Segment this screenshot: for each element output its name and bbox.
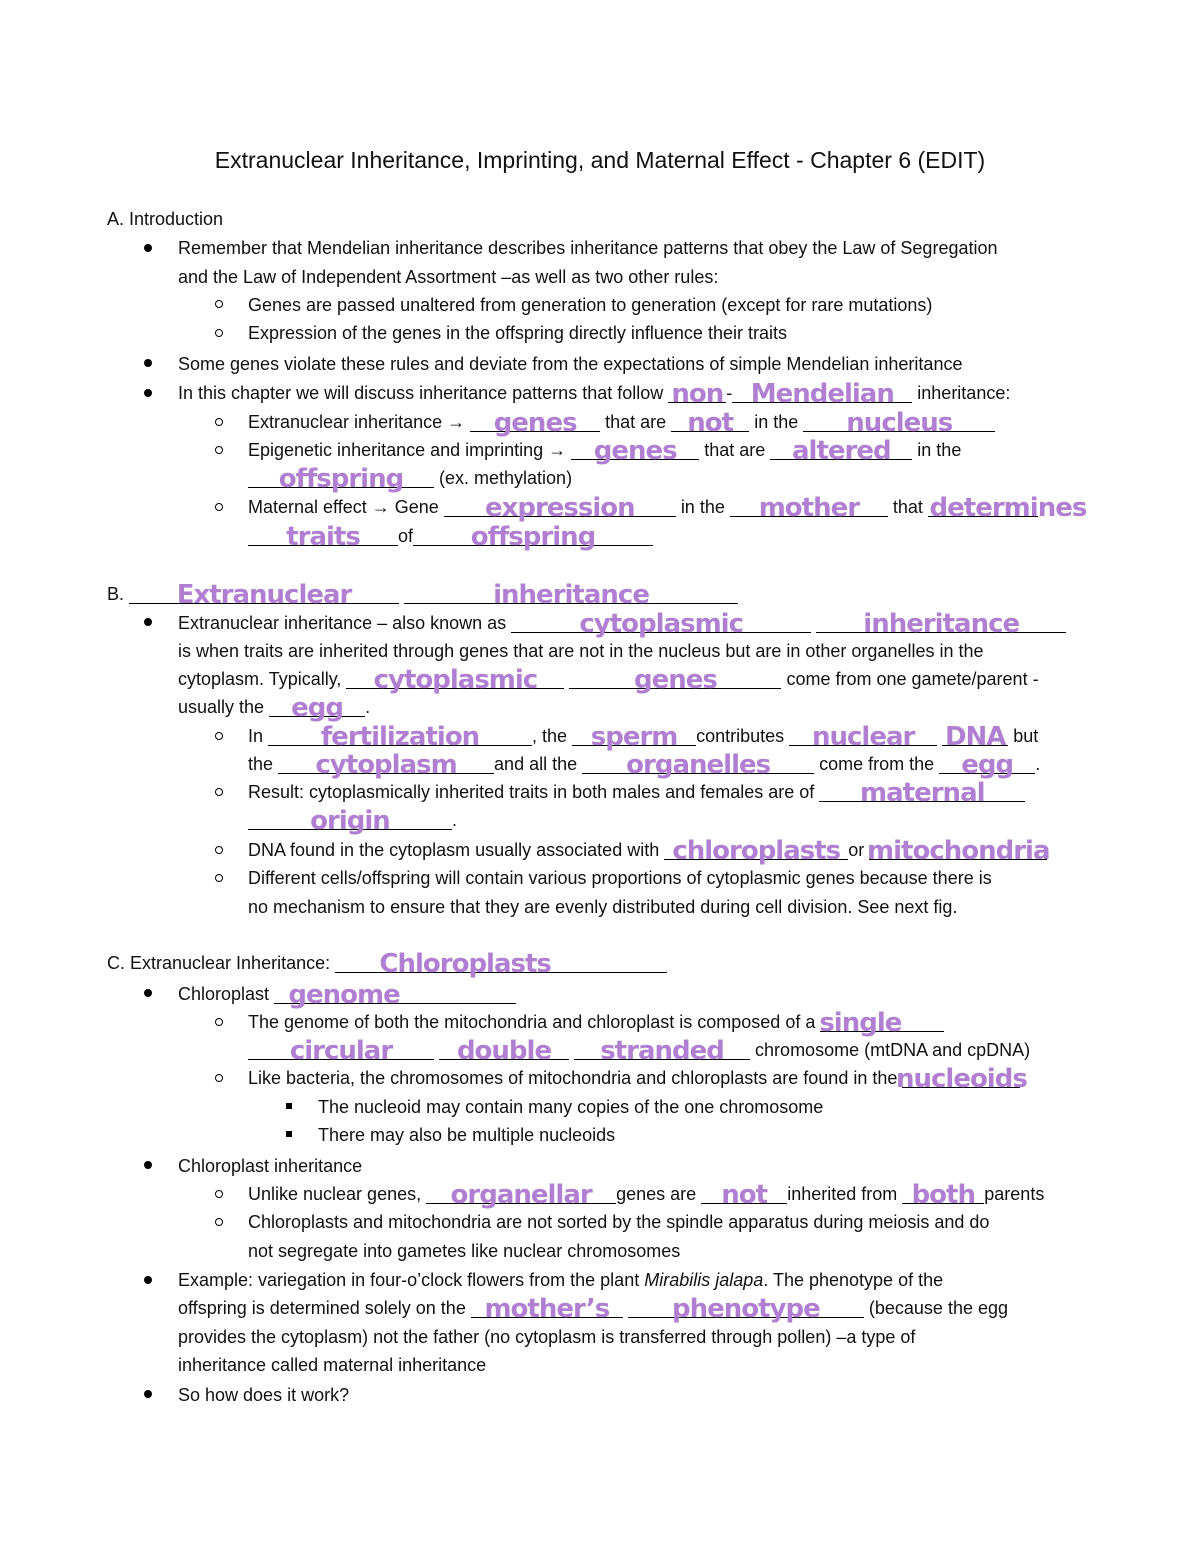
text-line: Chloroplasts and mitochondria are not sorted by the spindle apparatus during meiosis and do bbox=[248, 1212, 990, 1232]
answer-blank bbox=[426, 1180, 616, 1210]
bullet-icon bbox=[144, 1390, 152, 1398]
text-line: Genes are passed unaltered from generation to generation (except for rare mutations) bbox=[248, 295, 933, 315]
handwritten-answer: inheritance bbox=[493, 580, 649, 610]
handwritten-answer: offspring bbox=[278, 464, 404, 494]
text-line: Remember that Mendelian inheritance describes inheritance patterns that obey the Law of Segregation bbox=[178, 238, 998, 258]
answer-blank bbox=[248, 1036, 434, 1066]
text-line: The nucleoid may contain many copies of the one chromosome bbox=[318, 1097, 824, 1117]
handwritten-answer: sperm bbox=[590, 722, 678, 752]
text-fragment: genes are bbox=[616, 1184, 697, 1204]
handwritten-answer: cytoplasmic bbox=[579, 609, 744, 639]
text-fragment: the bbox=[248, 754, 274, 774]
handwritten-answer: circular bbox=[289, 1036, 393, 1066]
answer-blank bbox=[867, 836, 1050, 866]
fill-in-line bbox=[248, 464, 573, 494]
square-bullet-icon bbox=[286, 1103, 292, 1109]
answer-blank bbox=[671, 408, 749, 438]
text-line: inheritance called maternal inheritance bbox=[178, 1355, 487, 1375]
text-fragment: parents bbox=[984, 1184, 1045, 1204]
answer-blank bbox=[664, 836, 848, 866]
text-fragment: Extranuclear inheritance – also known as bbox=[178, 613, 507, 633]
text-fragment: Chloroplast bbox=[178, 984, 270, 1004]
text-fragment: . bbox=[365, 697, 371, 717]
text-fragment: In bbox=[248, 726, 264, 746]
text-line: no mechanism to ensure that they are evenly distributed during cell division. See next fig. bbox=[248, 897, 958, 917]
handwritten-answer: phenotype bbox=[672, 1294, 820, 1324]
answer-blank bbox=[248, 522, 398, 552]
fill-in-line bbox=[178, 379, 1011, 409]
answer-blank bbox=[732, 379, 912, 409]
text-fragment: Extranuclear inheritance → bbox=[248, 412, 466, 432]
text-fragment: Maternal effect → Gene bbox=[248, 497, 439, 517]
fill-in-line bbox=[248, 750, 1041, 780]
text-line: and the Law of Independent Assortment –as well as two other rules: bbox=[178, 267, 719, 287]
species-name: Mirabilis jalapa bbox=[644, 1270, 764, 1290]
answer-blank bbox=[574, 1036, 750, 1066]
text-fragment: DNA found in the cytoplasm usually associated with bbox=[248, 840, 660, 860]
sub-bullet-icon bbox=[215, 1218, 223, 1226]
text-fragment: . The phenotype of the bbox=[763, 1270, 944, 1290]
handwritten-answer: Mendelian bbox=[750, 379, 894, 409]
answer-blank bbox=[730, 493, 888, 523]
answer-blank bbox=[129, 580, 399, 610]
fill-in-line bbox=[178, 1294, 1008, 1324]
text-fragment: in the bbox=[680, 497, 725, 517]
text-fragment: Epigenetic inheritance and imprinting → bbox=[248, 440, 567, 460]
sub-bullet-icon bbox=[215, 732, 223, 740]
text-fragment: that are bbox=[704, 440, 766, 460]
fill-in-line bbox=[248, 522, 653, 552]
sub-bullet-icon bbox=[215, 1074, 223, 1082]
text-line: is when traits are inherited through genes that are not in the nucleus but are in other organelles in the bbox=[178, 641, 984, 661]
text-fragment: (because the egg bbox=[868, 1298, 1008, 1318]
text-fragment: , the bbox=[532, 726, 568, 746]
answer-blank bbox=[269, 693, 365, 723]
answer-blank bbox=[819, 778, 1025, 808]
answer-blank bbox=[248, 464, 434, 494]
section-b-heading bbox=[107, 580, 738, 610]
text-fragment: . bbox=[1035, 754, 1041, 774]
text-line: Different cells/offspring will contain various proportions of cytoplasmic genes because there is bbox=[248, 868, 992, 888]
sub-bullet-icon bbox=[215, 503, 223, 511]
handwritten-answer: organellar bbox=[450, 1180, 592, 1210]
answer-blank bbox=[668, 379, 726, 409]
answer-blank bbox=[572, 722, 696, 752]
handwritten-answer: maternal bbox=[860, 778, 985, 808]
text-fragment: in the bbox=[917, 440, 962, 460]
bullet-icon bbox=[144, 389, 152, 397]
bullet-icon bbox=[144, 989, 152, 997]
answer-blank bbox=[268, 722, 532, 752]
answer-blank bbox=[770, 436, 912, 466]
text-fragment: In this chapter we will discuss inheritance patterns that follow bbox=[178, 383, 664, 403]
answer-blank bbox=[895, 1064, 1027, 1094]
page-title: Extranuclear Inheritance, Imprinting, and Maternal Effect - Chapter 6 (EDIT) bbox=[214, 147, 986, 173]
fill-in-line bbox=[248, 836, 1050, 866]
handwritten-answer: cytoplasmic bbox=[373, 665, 538, 695]
text-fragment: C. Extranuclear Inheritance: bbox=[107, 953, 331, 973]
fill-in-line bbox=[178, 693, 371, 723]
answer-blank bbox=[470, 408, 600, 438]
handwritten-answer: Chloroplasts bbox=[379, 949, 551, 979]
sub-bullet-icon bbox=[215, 300, 223, 308]
answer-blank bbox=[471, 1294, 623, 1324]
fill-in-line bbox=[248, 436, 962, 466]
handwritten-answer: non bbox=[671, 379, 724, 409]
handwritten-answer: not bbox=[687, 408, 734, 438]
handwritten-answer: mother bbox=[758, 493, 860, 523]
text-fragment: come from the bbox=[819, 754, 935, 774]
handwritten-answer: expression bbox=[484, 493, 635, 523]
text-line: There may also be multiple nucleoids bbox=[318, 1125, 616, 1145]
answer-blank bbox=[789, 722, 937, 752]
text-fragment: Result: cytoplasmically inherited traits in both males and females are of bbox=[248, 782, 815, 802]
text-fragment: come from one gamete/parent - bbox=[786, 669, 1039, 689]
text-fragment: offspring is determined solely on the bbox=[178, 1298, 466, 1318]
handwritten-answer: altered bbox=[791, 436, 891, 466]
handwritten-answer: mother’s bbox=[484, 1294, 610, 1324]
answer-blank bbox=[439, 1036, 569, 1066]
handwritten-answer: nuclear bbox=[811, 722, 915, 752]
fill-in-line bbox=[248, 1180, 1045, 1210]
bullet-icon bbox=[144, 1161, 152, 1169]
answer-blank bbox=[413, 522, 653, 552]
handwritten-answer: not bbox=[721, 1180, 768, 1210]
text-fragment: B. bbox=[107, 584, 125, 604]
fill-in-line bbox=[248, 806, 458, 836]
handwritten-answer: cytoplasm bbox=[315, 750, 457, 780]
answer-blank bbox=[928, 493, 1087, 523]
answer-blank bbox=[444, 493, 676, 523]
handwritten-answer: determines bbox=[929, 493, 1087, 523]
text-line: Expression of the genes in the offspring directly influence their traits bbox=[248, 323, 787, 343]
answer-blank bbox=[701, 1180, 787, 1210]
handwritten-answer: fertilization bbox=[320, 722, 480, 752]
text-fragment: usually the bbox=[178, 697, 265, 717]
handwritten-answer: nucleus bbox=[846, 408, 953, 438]
handwritten-answer: mitochondria bbox=[867, 836, 1050, 866]
text-fragment: that are bbox=[605, 412, 667, 432]
answer-blank bbox=[569, 665, 781, 695]
text-fragment: The genome of both the mitochondria and chloroplast is composed of a bbox=[248, 1012, 816, 1032]
handwritten-answer: nucleoids bbox=[895, 1064, 1027, 1094]
handwritten-answer: genes bbox=[493, 408, 577, 438]
answer-blank bbox=[939, 750, 1035, 780]
answer-blank bbox=[404, 580, 738, 610]
handwritten-answer: genes bbox=[633, 665, 717, 695]
answer-blank bbox=[942, 722, 1008, 752]
handwritten-answer: egg bbox=[961, 750, 1014, 780]
text-fragment: inheritance: bbox=[917, 383, 1011, 403]
section-a-heading: A. Introduction bbox=[107, 209, 224, 229]
handwritten-answer: genes bbox=[593, 436, 677, 466]
text-fragment: inherited from bbox=[787, 1184, 898, 1204]
fill-in-line bbox=[248, 1008, 944, 1038]
answer-blank bbox=[803, 408, 995, 438]
text-fragment: in the bbox=[754, 412, 799, 432]
sub-bullet-icon bbox=[215, 418, 223, 426]
fill-in-line bbox=[248, 1036, 1031, 1066]
handwritten-answer: inheritance bbox=[863, 609, 1020, 639]
answer-blank bbox=[346, 665, 564, 695]
handwritten-answer: single bbox=[819, 1008, 902, 1038]
fill-in-line bbox=[248, 778, 1025, 808]
text-fragment: or bbox=[848, 840, 865, 860]
text-fragment: Like bacteria, the chromosomes of mitochondria and chloroplasts are found in the bbox=[248, 1068, 898, 1088]
fill-in-line bbox=[248, 722, 1039, 752]
handwritten-answer: Extranuclear bbox=[176, 580, 352, 610]
fill-in-line bbox=[178, 980, 516, 1010]
handwritten-answer: traits bbox=[286, 522, 360, 552]
section-c-heading bbox=[107, 949, 667, 979]
sub-bullet-icon bbox=[215, 446, 223, 454]
sub-bullet-icon bbox=[215, 1018, 223, 1026]
bullet-icon bbox=[144, 618, 152, 626]
answer-blank bbox=[582, 750, 814, 780]
handwritten-answer: both bbox=[911, 1180, 975, 1210]
sub-bullet-icon bbox=[215, 1190, 223, 1198]
text-fragment: cytoplasm. Typically, bbox=[178, 669, 342, 689]
handwritten-answer: offspring bbox=[470, 522, 596, 552]
answer-blank bbox=[816, 609, 1066, 639]
sub-bullet-icon bbox=[215, 874, 223, 882]
answer-blank bbox=[278, 750, 494, 780]
answer-blank bbox=[628, 1294, 864, 1324]
answer-blank bbox=[511, 609, 811, 639]
text-fragment: and all the bbox=[494, 754, 578, 774]
answer-blank bbox=[571, 436, 699, 466]
answer-blank bbox=[248, 806, 452, 836]
handwritten-answer: egg bbox=[291, 693, 344, 723]
text-fragment: Example: variegation in four-o’clock flowers from the plant bbox=[178, 1270, 640, 1290]
text-line: not segregate into gametes like nuclear chromosomes bbox=[248, 1241, 681, 1261]
text-fragment: but bbox=[1013, 726, 1039, 746]
text-fragment: chromosome (mtDNA and cpDNA) bbox=[755, 1040, 1031, 1060]
handwritten-answer: stranded bbox=[600, 1036, 724, 1066]
bullet-icon bbox=[144, 1276, 152, 1284]
text-line: provides the cytoplasm) not the father (no cytoplasm is transferred through pollen) –a type of bbox=[178, 1327, 916, 1347]
fill-in-line bbox=[248, 408, 995, 438]
fill-in-line bbox=[178, 609, 1066, 639]
text-fragment: (ex. methylation) bbox=[439, 468, 573, 488]
answer-blank bbox=[335, 949, 667, 979]
text-line: Some genes violate these rules and deviate from the expectations of simple Mendelian inheritance bbox=[178, 354, 963, 374]
handwritten-answer: origin bbox=[310, 806, 390, 836]
answer-blank bbox=[819, 1008, 944, 1038]
fill-in-line bbox=[248, 493, 1087, 523]
handwritten-answer: double bbox=[456, 1036, 552, 1066]
handwritten-answer: genome bbox=[288, 980, 400, 1010]
text-fragment: - bbox=[726, 383, 733, 403]
fill-in-line bbox=[178, 665, 1039, 695]
text-line bbox=[178, 1269, 943, 1291]
square-bullet-icon bbox=[286, 1131, 292, 1137]
text-fragment: of bbox=[398, 526, 414, 546]
answer-blank bbox=[902, 1180, 984, 1210]
text-fragment: Unlike nuclear genes, bbox=[248, 1184, 422, 1204]
text-fragment: contributes bbox=[696, 726, 785, 746]
sub-bullet-icon bbox=[215, 788, 223, 796]
bullet-icon bbox=[144, 244, 152, 252]
sub-bullet-icon bbox=[215, 329, 223, 337]
text-line: Chloroplast inheritance bbox=[178, 1156, 363, 1176]
fill-in-line bbox=[248, 1064, 1027, 1094]
sub-bullet-icon bbox=[215, 846, 223, 854]
text-line: So how does it work? bbox=[178, 1385, 350, 1405]
answer-blank bbox=[274, 980, 516, 1010]
handwritten-answer: organelles bbox=[626, 750, 771, 780]
text-fragment: that bbox=[892, 497, 923, 517]
handwritten-answer: chloroplasts bbox=[672, 836, 841, 866]
handwritten-answer: DNA bbox=[944, 722, 1006, 752]
bullet-icon bbox=[144, 359, 152, 367]
text-fragment: . bbox=[452, 810, 458, 830]
